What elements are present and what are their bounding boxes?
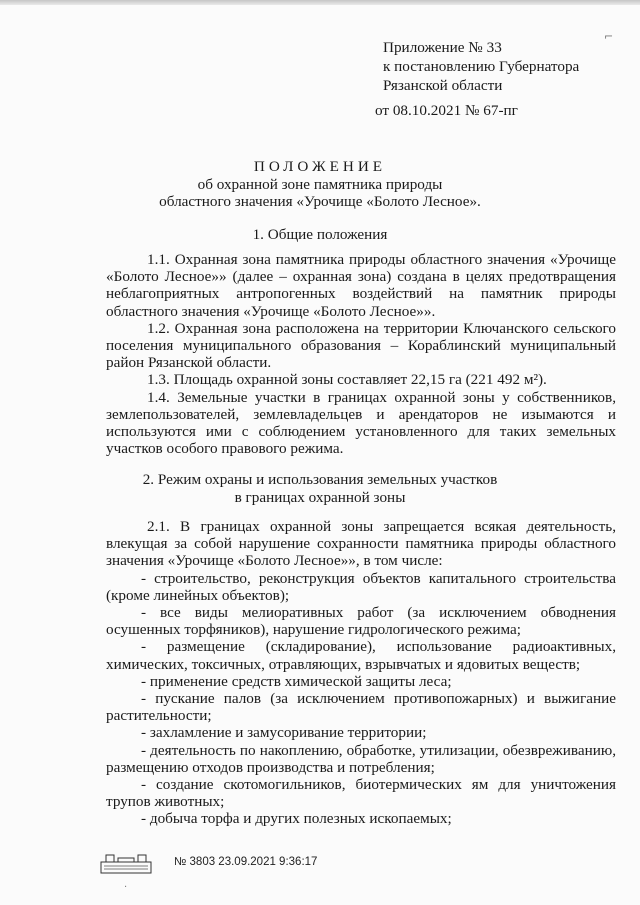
section-1-heading: 1. Общие положения bbox=[252, 226, 388, 243]
paragraph-2-1: 2.1. В границах охранной зоны запрещается всякая деятельность, влекущая за собой нарушение сохранности памятника природы областного значения «Урочище «Болото Лесное»», в том числе: bbox=[106, 518, 616, 570]
list-item: - захламление и замусоривание территории; bbox=[141, 724, 427, 742]
registration-stamp-icon bbox=[100, 852, 152, 876]
paragraph-1-4: 1.4. Земельные участки в границах охранной зоны у собственников, землепользователей, землевладельцев и арендаторов не изымаются и используются ими с соблюдением установленного для таких земельных участков особого правового режима. bbox=[106, 388, 616, 458]
section-2-heading-line-1: 2. Режим охраны и использования земельных участков bbox=[142, 471, 498, 488]
appendix-number: Приложение № 33 bbox=[383, 39, 502, 56]
paragraph-1-1: 1.1. Охранная зона памятника природы областного значения «Урочище «Болото Лесное»» (далее – охранная зона) создана в целях предотвращения неблагоприятных антропогенных воздействий на памятник природы областного значения «Урочище «Болото Лесное»». bbox=[106, 251, 616, 320]
section-1-body bbox=[106, 251, 616, 457]
paragraph-1-3: 1.3. Площадь охранной зоны составляет 22,15 га (221 492 м²). bbox=[147, 371, 547, 389]
document-subtitle-2: областного значения «Урочище «Болото Лесное». bbox=[159, 193, 481, 210]
paragraph-1-2: 1.2. Охранная зона расположена на территории Ключанского сельского поселения муниципального образования – Кораблинский муниципальный район Рязанской области. bbox=[106, 319, 616, 372]
list-item: - строительство, реконструкция объектов капитального строительства (кроме линейных объектов); bbox=[106, 569, 616, 604]
list-item: - все виды мелиоративных работ (за исключением обводнения осушенных торфяников), нарушение гидрологического режима; bbox=[106, 604, 616, 639]
appendix-region: Рязанской области bbox=[383, 77, 503, 94]
scan-mark: · bbox=[124, 882, 128, 893]
list-item: - деятельность по накоплению, обработке, утилизации, обезвреживанию, размещению отходов производства и потребления; bbox=[106, 741, 616, 776]
appendix-reference: к постановлению Губернатора bbox=[383, 58, 580, 75]
appendix-date: от 08.10.2021 № 67-пг bbox=[375, 102, 518, 119]
list-item: - добыча торфа и других полезных ископаемых; bbox=[141, 810, 452, 828]
document-title: ПОЛОЖЕНИЕ bbox=[253, 158, 387, 175]
scan-mark: ⌐ bbox=[604, 30, 614, 43]
registration-stamp-text: № 3803 23.09.2021 9:36:17 bbox=[174, 856, 318, 868]
section-2-heading-line-2: в границах охранной зоны bbox=[234, 489, 406, 506]
section-2-body bbox=[106, 518, 616, 828]
document-subtitle-1: об охранной зоне памятника природы bbox=[197, 176, 443, 193]
scan-edge bbox=[0, 0, 640, 5]
appendix-block bbox=[375, 38, 580, 120]
list-item: - применение средств химической защиты леса; bbox=[141, 672, 452, 690]
list-item: - размещение (складирование), использование радиоактивных, химических, токсичных, отравляющих, взрывчатых и ядовитых веществ; bbox=[106, 638, 616, 673]
list-item: - пускание палов (за исключением противопожарных) и выжигание растительности; bbox=[106, 690, 616, 725]
list-item: - создание скотомогильников, биотермических ям для уничтожения трупов животных; bbox=[106, 776, 616, 811]
